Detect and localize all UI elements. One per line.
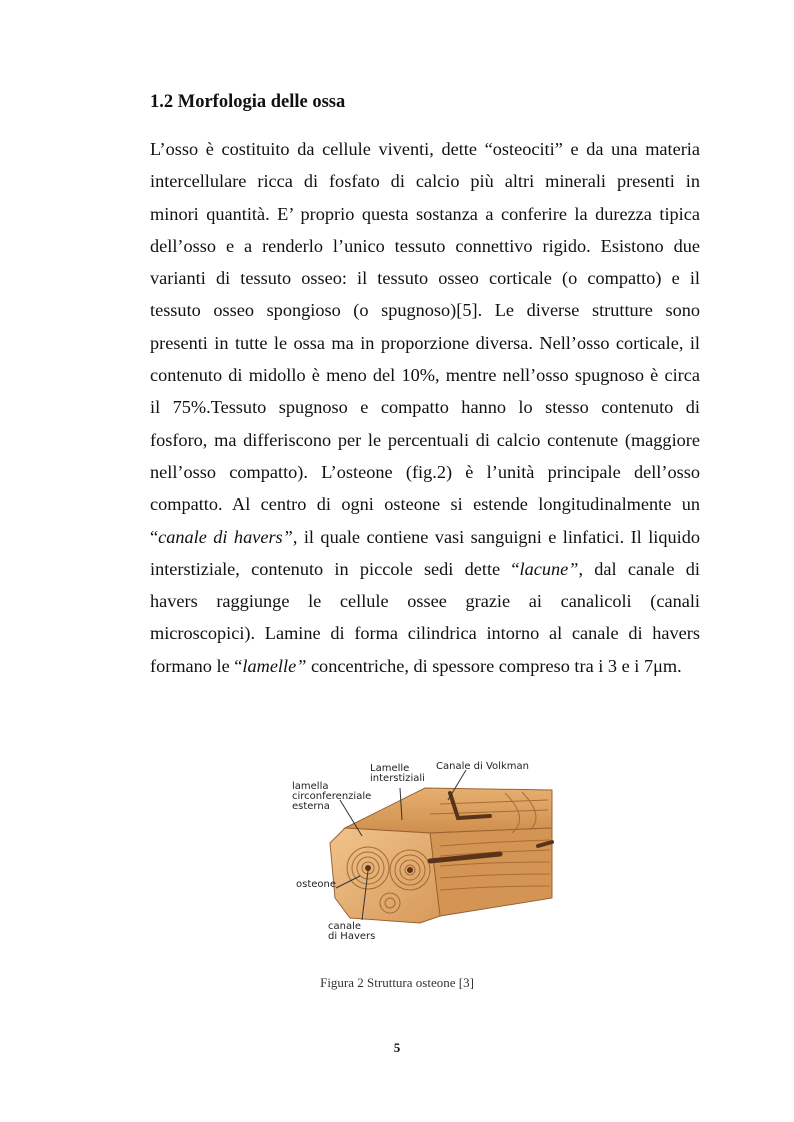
line-text: , dal canale di — [578, 558, 700, 579]
line-text: , il quale contiene vasi sanguigni e linfatici. Il liquido — [292, 526, 700, 547]
label-osteone: osteone — [296, 879, 337, 890]
osteon-figure — [290, 758, 560, 944]
label-lamelle-interstiziali: Lamelle interstiziali — [370, 763, 425, 784]
term-lacune: lacune” — [519, 558, 579, 579]
bone-side-face — [430, 828, 552, 916]
paragraph-line: dell’osso e a renderlo l’unico tessuto connettivo rigido. Esistono due — [150, 235, 700, 256]
paragraph-line: compatto. Al centro di ogni osteone si estende longitudinalmente un — [150, 494, 700, 515]
line-text: concentriche, di spessore compreso tra i 3 e i 7μm. — [306, 655, 682, 676]
line-text: interstiziale, contenuto in piccole sedi dette “ — [150, 558, 520, 579]
paragraph-line: varianti di tessuto osseo: il tessuto osseo corticale (o compatto) e il — [150, 268, 700, 289]
paragraph-line: intercellulare ricca di fosfato di calcio più altri minerali presenti in — [150, 171, 700, 192]
term-canale-di-havers: canale di havers” — [158, 526, 293, 547]
paragraph-line: fosforo, ma differiscono per le percentuali di calcio contenute (maggiore — [150, 429, 700, 450]
paragraph-line: nell’osso compatto). L’osteone (fig.2) è l’unità principale dell’osso — [150, 461, 700, 482]
paragraph-line: presenti in tutte le ossa ma in proporzione diversa. Nell’osso corticale, il — [150, 332, 700, 353]
paragraph-line-lacune — [150, 553, 700, 585]
figure-caption: Figura 2 Struttura osteone [3] — [320, 975, 474, 990]
quote-open: “ — [150, 526, 159, 547]
paragraph-line: havers raggiunge le cellule ossee grazie ai canalicoli (canali — [150, 591, 700, 612]
label-lamella-circonferenziale: lamella circonferenziale esterna — [292, 781, 372, 812]
paragraph-line: microscopici). Lamine di forma cilindrica intorno al canale di havers — [150, 623, 700, 644]
paragraph-line: minori quantità. E’ proprio questa sostanza a conferire la durezza tipica — [150, 203, 700, 224]
paragraph-line: L’osso è costituito da cellule viventi, dette “osteociti” e da una materia — [150, 139, 700, 159]
line-text: formano le “ — [150, 655, 243, 676]
label-canale-volkman: Canale di Volkman — [436, 761, 529, 772]
paragraph-line: tessuto osseo spongioso (o spugnoso)[5]. Le diverse strutture sono — [150, 300, 700, 321]
section-heading: 1.2 Morfologia delle ossa — [150, 92, 346, 112]
paragraph-line-havers — [150, 521, 700, 553]
label-canale-havers: canale di Havers — [328, 921, 376, 942]
body-paragraph — [150, 133, 700, 682]
term-lamelle: lamelle” — [242, 655, 307, 676]
paragraph-line: contenuto di midollo è meno del 10%, mentre nell’osso spugnoso è circa — [150, 365, 700, 386]
page-number: 5 — [393, 1040, 401, 1055]
paragraph-line-lamelle — [150, 650, 700, 682]
paragraph-line: il 75%.Tessuto spugnoso e compatto hanno lo stesso contenuto di — [150, 397, 700, 418]
